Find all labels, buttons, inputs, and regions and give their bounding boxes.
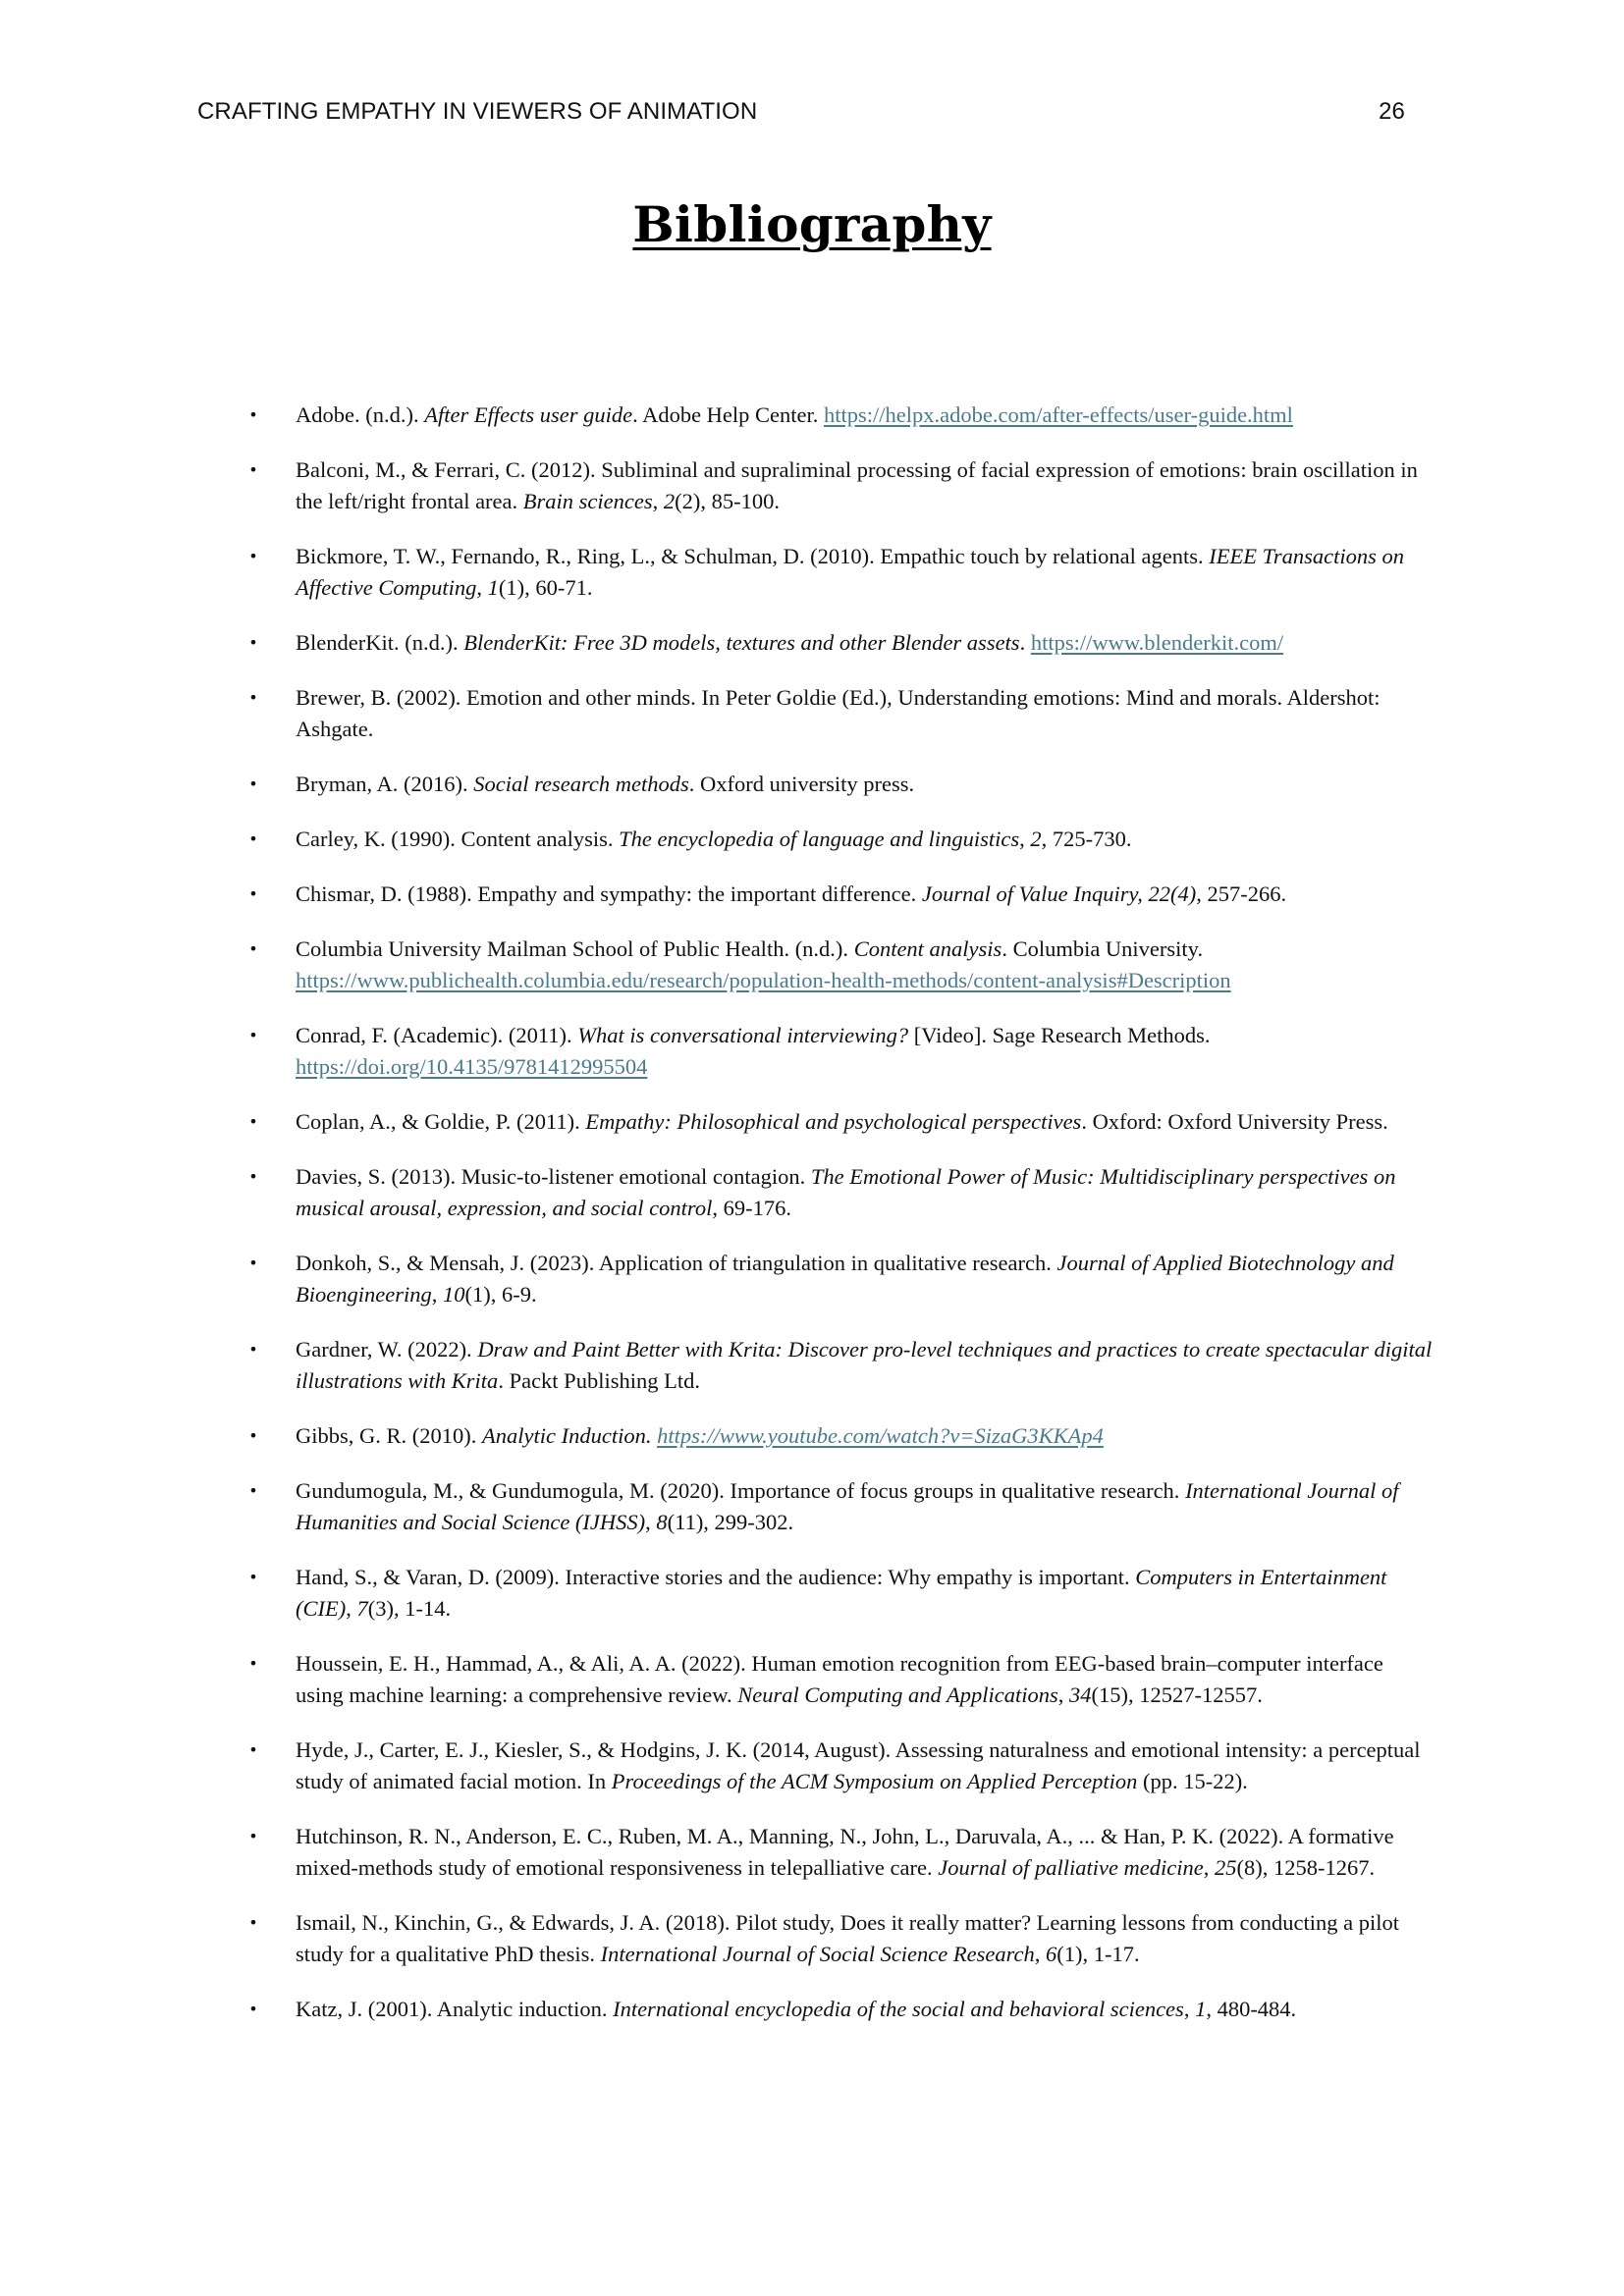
bibliography-entry [0,1562,1436,1625]
reference-text: (15), 12527-12557. [1091,1682,1263,1707]
reference-text: (8), 1258-1267. [1236,1855,1376,1880]
reference-text: , [476,575,488,600]
reference-text: (11), 299-302. [667,1510,794,1534]
reference-text: (pp. 15-22). [1137,1769,1248,1793]
reference-text: Gibbs, G. R. (2010). [296,1423,482,1448]
reference-text: Hutchinson, R. N., Anderson, E. C., Ruben, M. A., Manning, N., John, L., Daruvala, A., ... & Han, P. K. (2022). A formative mixed-methods study of emotional responsiveness in telepalliative care. [296,1824,1394,1880]
bullet-icon: • [248,1340,258,1359]
reference-text: . [1019,630,1031,655]
bullet-icon: • [248,547,258,565]
bullet-icon: • [248,1913,258,1932]
reference-italic-text: 2 [663,489,676,513]
reference-text: Adobe. (n.d.). [296,402,425,427]
bullet-icon: • [248,1654,258,1673]
reference-text: (1), 6-9. [464,1282,537,1307]
bibliography-entry [0,1648,1436,1711]
running-head-title: CRAFTING EMPATHY IN VIEWERS OF ANIMATION [197,98,758,125]
reference-text: (1), 1-17. [1056,1942,1140,1966]
reference-italic-text: 34 [1069,1682,1092,1707]
reference-text: Davies, S. (2013). Music-to-listener emotional contagion. [296,1164,811,1189]
reference-italic-text: 10 [442,1282,465,1307]
reference-text: 257-266. [1201,881,1287,906]
reference-text: Conrad, F. (Academic). (2011). [296,1023,578,1047]
reference-italic-text: Content analysis [853,936,1002,961]
bibliography-entry [0,1106,1436,1138]
reference-text: BlenderKit. (n.d.). [296,630,464,655]
bullet-icon: • [248,1167,258,1186]
reference-italic-text: Draw and Paint Better with Krita: Discover pro-level techniques and practices to create spectacular digital illustrations with Krita [296,1337,1433,1393]
reference-link[interactable]: https://www.publichealth.columbia.edu/research/population-health-methods/content-analysis#Description [296,968,1231,992]
bullet-icon: • [248,1740,258,1759]
reference-text: Coplan, A., & Goldie, P. (2011). [296,1109,586,1134]
bibliography-entry [0,400,1436,431]
reference-text: , [1183,1997,1196,2021]
reference-text: Donkoh, S., & Mensah, J. (2023). Application of triangulation in qualitative research. [296,1251,1057,1275]
reference-text: Bickmore, T. W., Fernando, R., Ring, L., & Schulman, D. (2010). Empathic touch by relational agents. [296,544,1210,568]
reference-italic-text: 6 [1046,1942,1057,1966]
bullet-icon: • [248,1254,258,1272]
reference-text: , [431,1282,443,1307]
reference-text: . Columbia University. [1001,936,1204,961]
reference-text: (1), 60-71. [498,575,593,600]
running-head [197,97,1405,127]
reference-italic-text: After Effects user guide [424,402,633,427]
bullet-icon: • [248,774,258,793]
reference-text: , [652,489,664,513]
reference-text: [Video]. Sage Research Methods. [908,1023,1211,1047]
bibliography-entry [0,1020,1436,1083]
reference-text: Hyde, J., Carter, E. J., Kiesler, S., & Hodgins, J. K. (2014, August). Assessing naturalness and emotional intensity: a perceptual study of animated facial motion. In [296,1737,1421,1793]
bibliography-entry [0,1821,1436,1884]
reference-italic-text: Journal of Applied Biotechnology and Bioengineering [296,1251,1394,1307]
reference-italic-text: IEEE Transactions on Affective Computing [296,544,1405,600]
reference-link[interactable]: https://helpx.adobe.com/after-effects/user-guide.html [824,402,1293,427]
reference-text: , [1019,827,1031,851]
bibliography-entry [0,1248,1436,1310]
reference-text: Chismar, D. (1988). Empathy and sympathy: the important difference. [296,881,922,906]
reference-text: Bryman, A. (2016). [296,772,474,796]
reference-italic-text: 1 [487,575,499,600]
bullet-icon: • [248,688,258,707]
bibliography-entry [0,824,1436,855]
bullet-icon: • [248,633,258,652]
bullet-icon: • [248,1568,258,1586]
reference-italic-text: Journal of palliative medicine [938,1855,1204,1880]
bibliography-entry [0,934,1436,996]
bullet-icon: • [248,939,258,958]
reference-text: . Oxford university press. [688,772,915,796]
reference-link[interactable]: https://www.youtube.com/watch?v=SizaG3KKAp4 [657,1423,1104,1448]
reference-italic-text: International Journal of Social Science Research [600,1942,1035,1966]
reference-text: Carley, K. (1990). Content analysis. [296,827,620,851]
page-number: 26 [1379,98,1405,125]
reference-italic-text: International encyclopedia of the social and behavioral sciences [613,1997,1184,2021]
bibliography-entry [0,1420,1436,1452]
reference-text: , [1057,1682,1069,1707]
bullet-icon: • [248,1026,258,1044]
reference-italic-text: 1 [1195,1997,1207,2021]
reference-text: , 480-484. [1206,1997,1297,2021]
reference-link[interactable]: https://doi.org/10.4135/9781412995504 [296,1054,648,1079]
bibliography-entry [0,682,1436,745]
reference-italic-text: The encyclopedia of language and linguistics [619,827,1020,851]
reference-italic-text: BlenderKit: Free 3D models, textures and other Blender assets [463,630,1020,655]
reference-text: , [1203,1855,1216,1880]
reference-text: . Oxford: Oxford University Press. [1081,1109,1388,1134]
bibliography-entry [0,879,1436,910]
bibliography-entry [0,541,1436,604]
reference-italic-text: Neural Computing and Applications [737,1682,1058,1707]
bullet-icon: • [248,1827,258,1845]
reference-italic-text: Analytic Induction. [482,1423,658,1448]
reference-link[interactable]: https://www.blenderkit.com/ [1030,630,1284,655]
bullet-icon: • [248,1426,258,1445]
reference-text: , 69-176. [712,1196,791,1220]
reference-text: , [346,1596,357,1621]
reference-text: . Adobe Help Center. [632,402,825,427]
reference-text: Brewer, B. (2002). Emotion and other minds. In Peter Goldie (Ed.), Understanding emotions: Mind and morals. Aldershot: Ashgate. [296,685,1380,741]
reference-text: , [645,1510,657,1534]
reference-text: Ismail, N., Kinchin, G., & Edwards, J. A. (2018). Pilot study, Does it really matter? Learning lessons from conducting a pilot study for a qualitative PhD thesis. [296,1910,1399,1966]
page-title-text: Bibliography [632,195,992,253]
reference-italic-text: Brain sciences [522,489,653,513]
reference-italic-text: 25 [1215,1855,1237,1880]
reference-italic-text: The Emotional Power of Music: Multidisciplinary perspectives on musical arousal, expression, and social control [296,1164,1396,1220]
bibliography-entry [0,627,1436,659]
reference-text: Gundumogula, M., & Gundumogula, M. (2020). Importance of focus groups in qualitative research. [296,1478,1186,1503]
reference-italic-text: International Journal of Humanities and Social Science (IJHSS) [296,1478,1399,1534]
reference-italic-text: Computers in Entertainment (CIE) [296,1565,1387,1621]
reference-text: (2), 85-100. [675,489,780,513]
reference-text: Columbia University Mailman School of Public Health. (n.d.). [296,936,854,961]
reference-text: (3), 1-14. [367,1596,452,1621]
bibliography-entry [0,1334,1436,1397]
reference-italic-text: 8 [656,1510,668,1534]
reference-italic-text: 2 [1030,827,1042,851]
bullet-icon: • [248,405,258,424]
reference-text: Gardner, W. (2022). [296,1337,478,1362]
reference-text: Hand, S., & Varan, D. (2009). Interactive stories and the audience: Why empathy is important. [296,1565,1136,1589]
reference-text: , [1034,1942,1047,1966]
bullet-icon: • [248,1481,258,1500]
reference-italic-text: Journal of Value Inquiry, 22(4), [921,881,1202,906]
bibliography-entry [0,1475,1436,1538]
reference-text: . Packt Publishing Ltd. [498,1368,700,1393]
page-title [0,192,1624,257]
reference-text: Balconi, M., & Ferrari, C. (2012). Subliminal and supraliminal processing of facial expression of emotions: brain oscillation in the left/right frontal area. [296,457,1418,513]
bullet-icon: • [248,2000,258,2018]
bibliography-entry [0,769,1436,800]
bullet-icon: • [248,460,258,479]
reference-italic-text: Proceedings of the ACM Symposium on Applied Perception [611,1769,1138,1793]
bibliography-entry [0,1994,1436,2025]
bibliography-entry [0,1161,1436,1224]
reference-text: Houssein, E. H., Hammad, A., & Ali, A. A. (2022). Human emotion recognition from EEG-based brain–computer interface using machine learning: a comprehensive review. [296,1651,1383,1707]
bibliography-entry [0,454,1436,517]
reference-italic-text: 7 [356,1596,368,1621]
reference-italic-text: Empathy: Philosophical and psychological perspectives [585,1109,1082,1134]
bibliography-list [0,400,1624,2049]
reference-text: , 725-730. [1041,827,1132,851]
bibliography-entry [0,1735,1436,1797]
bullet-icon: • [248,829,258,848]
bullet-icon: • [248,884,258,903]
reference-text: Katz, J. (2001). Analytic induction. [296,1997,614,2021]
reference-italic-text: Social research methods [473,772,689,796]
bullet-icon: • [248,1112,258,1131]
reference-italic-text: What is conversational interviewing? [577,1023,909,1047]
bibliography-entry [0,1907,1436,1970]
